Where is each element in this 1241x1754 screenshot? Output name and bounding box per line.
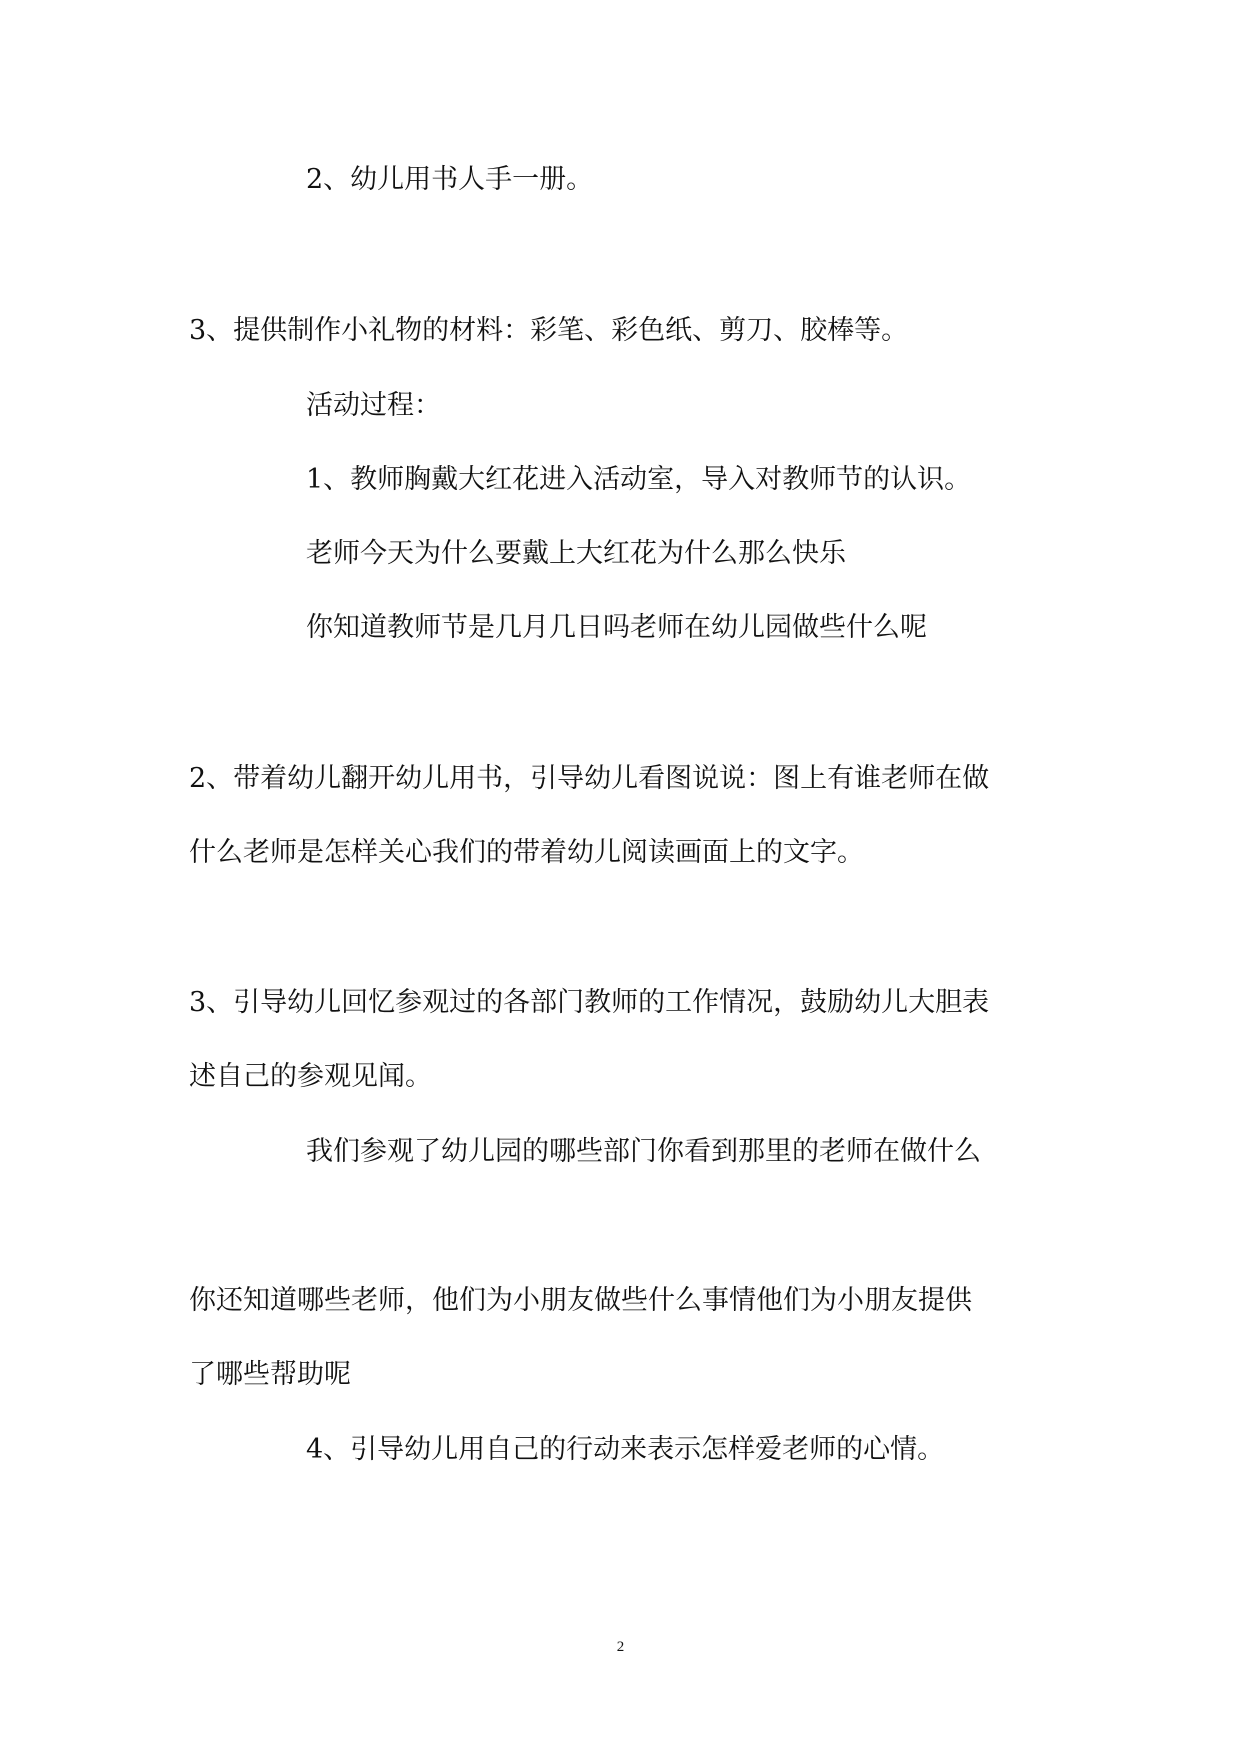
text-line: 你还知道哪些老师，他们为小朋友做些什么事情他们为小朋友提供	[189, 1285, 972, 1316]
text-line: 了哪些帮助呢	[189, 1359, 351, 1390]
text-line: 2、幼儿用书人手一册。	[306, 164, 594, 195]
text-line: 述自己的参观见闻。	[189, 1061, 432, 1092]
text-line: 活动过程：	[306, 390, 441, 421]
text-line: 你知道教师节是几月几日吗老师在幼儿园做些什么呢	[306, 612, 927, 643]
text-line: 老师今天为什么要戴上大红花为什么那么快乐	[306, 538, 846, 569]
page-number: 2	[616, 1639, 625, 1655]
text-line: 4、引导幼儿用自己的行动来表示怎样爱老师的心情。	[306, 1434, 945, 1465]
text-line: 1、教师胸戴大红花进入活动室，导入对教师节的认识。	[306, 464, 972, 495]
text-line: 3、提供制作小礼物的材料：彩笔、彩色纸、剪刀、胶棒等。	[189, 315, 909, 346]
text-line: 3、引导幼儿回忆参观过的各部门教师的工作情况，鼓励幼儿大胆表	[189, 987, 990, 1018]
text-line: 2、带着幼儿翻开幼儿用书，引导幼儿看图说说：图上有谁老师在做	[189, 763, 990, 794]
text-line: 我们参观了幼儿园的哪些部门你看到那里的老师在做什么	[306, 1136, 981, 1167]
text-line: 什么老师是怎样关心我们的带着幼儿阅读画面上的文字。	[189, 837, 864, 868]
